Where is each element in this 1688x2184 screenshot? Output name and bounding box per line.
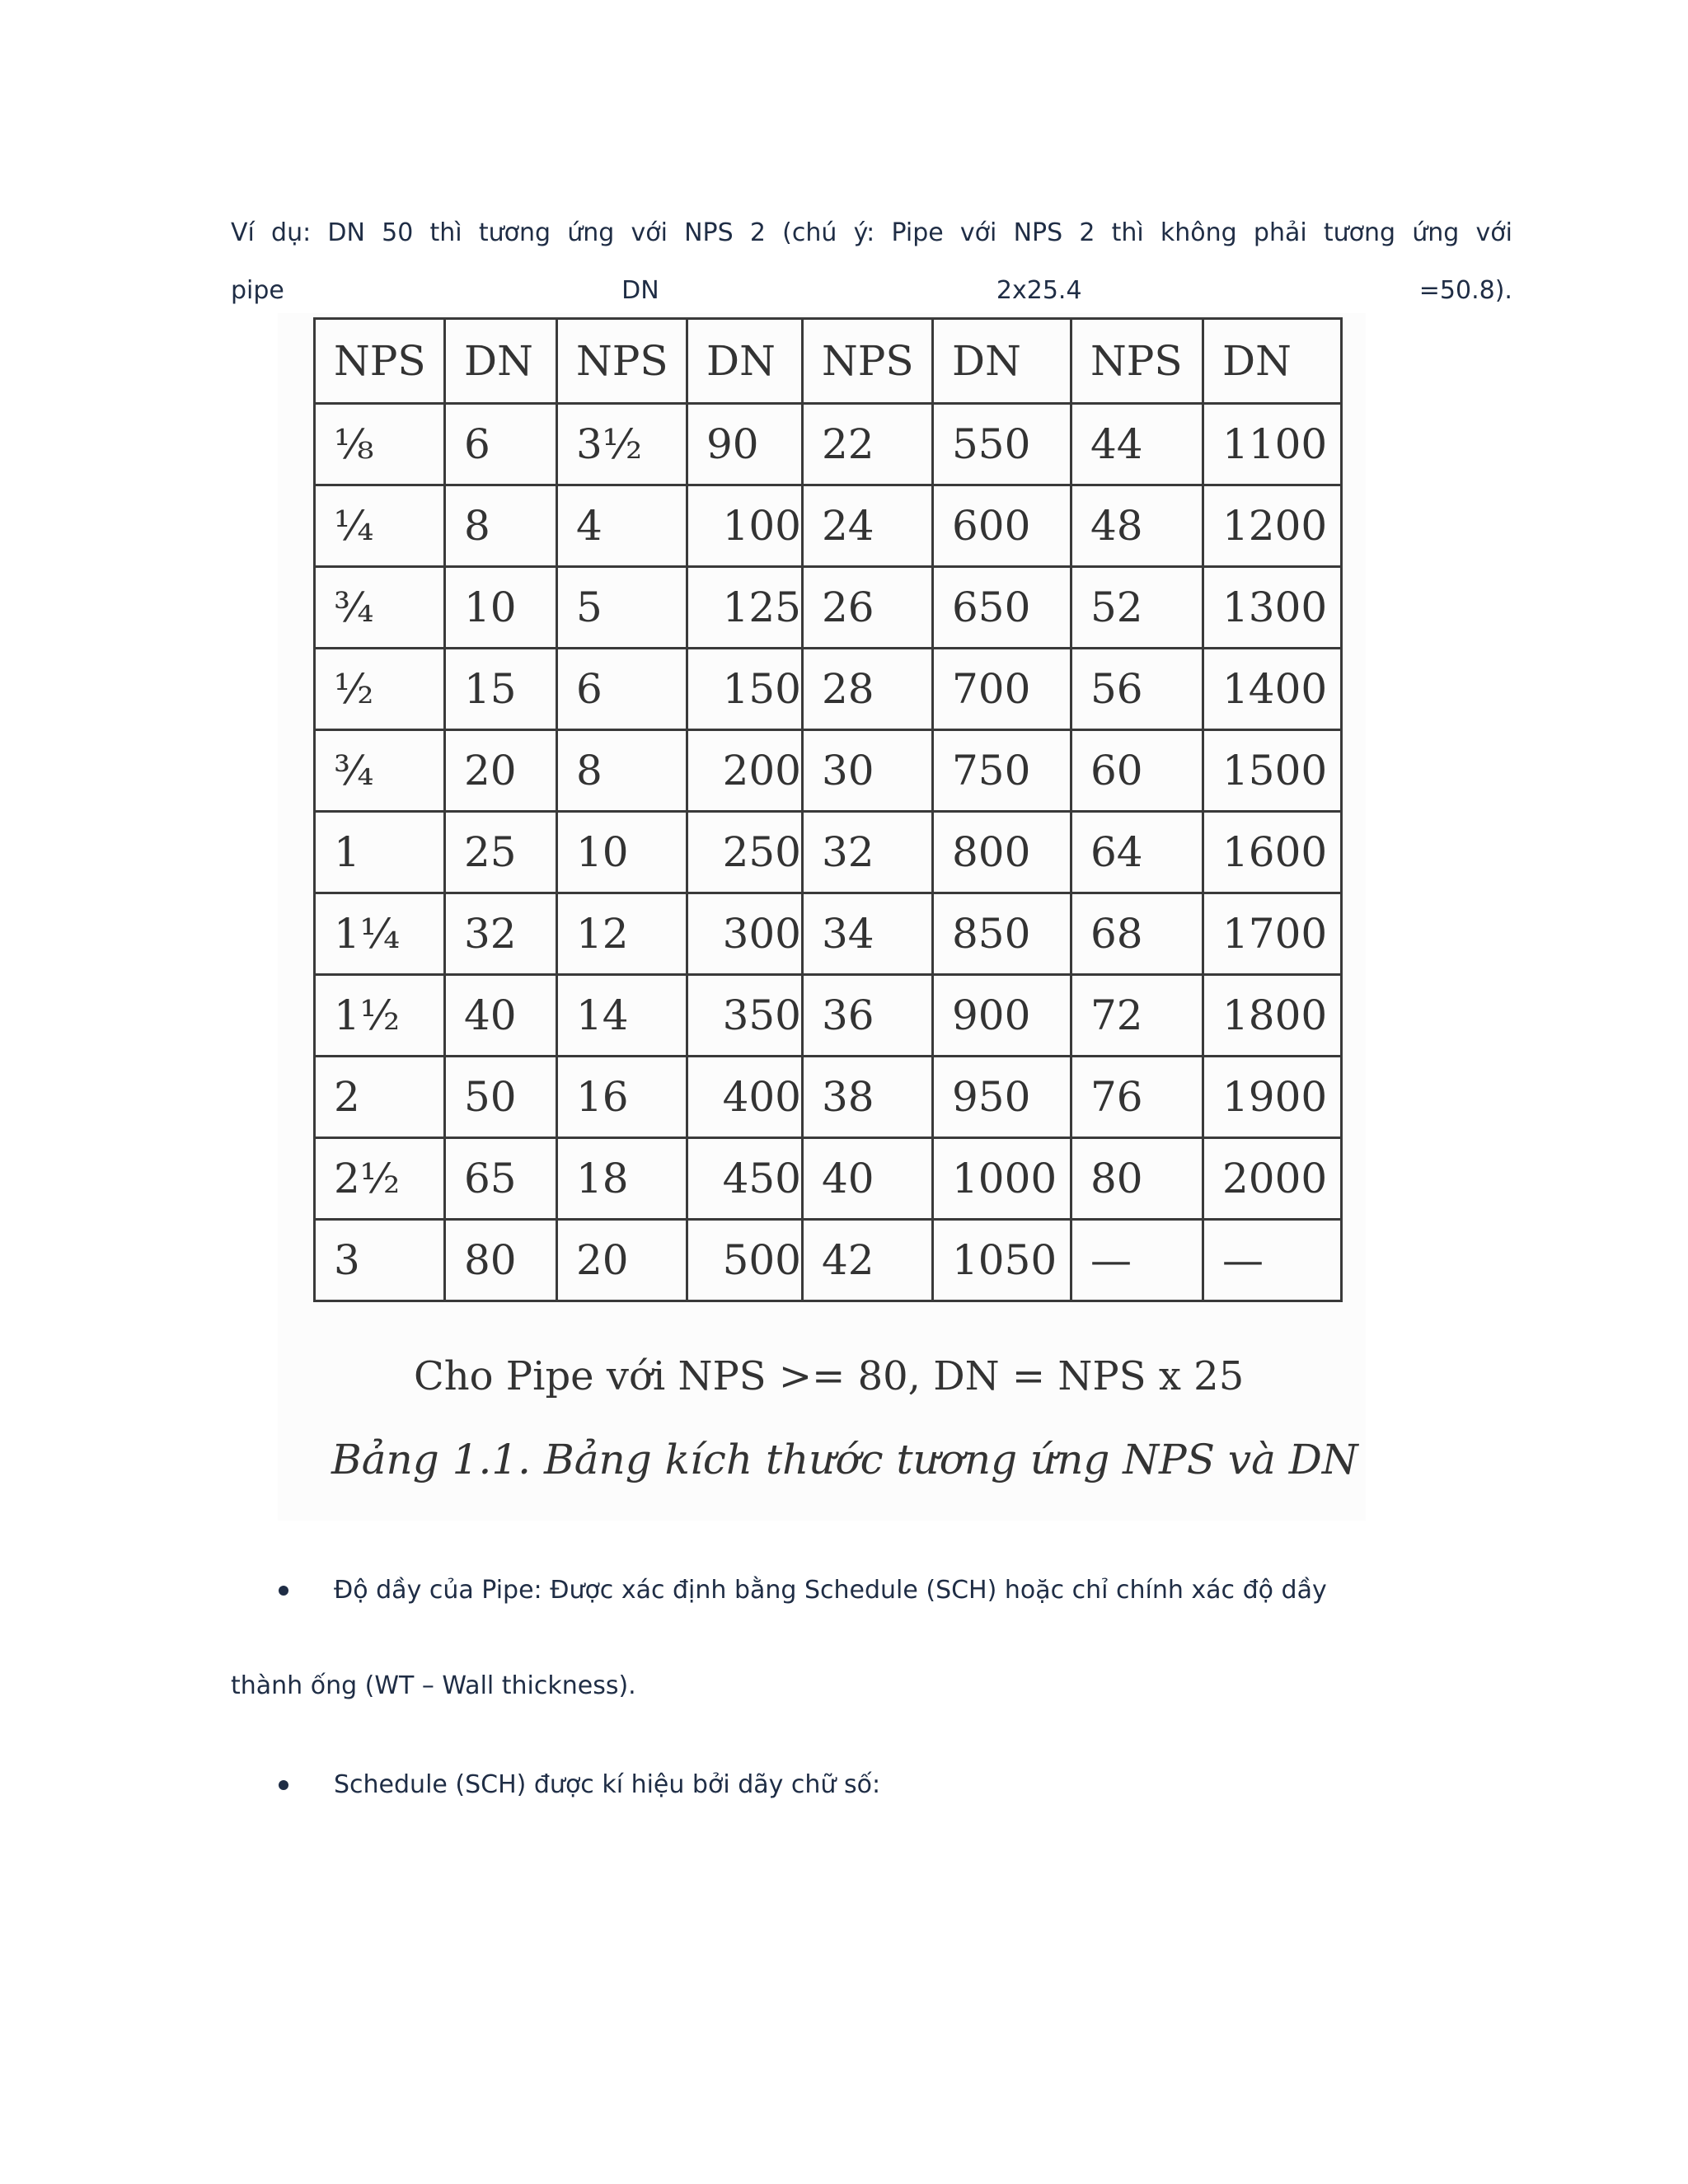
nps-dn-table-image (278, 313, 1366, 1521)
table-cell: 750 (933, 730, 1071, 812)
table-row (315, 485, 1342, 567)
table-cell: 1400 (1203, 649, 1342, 730)
table-cell: 30 (803, 730, 933, 812)
table-cell: 2½ (315, 1138, 445, 1220)
table-row (315, 812, 1342, 893)
table-header-cell: NPS (803, 319, 933, 404)
table-cell: 48 (1071, 485, 1203, 567)
bullet-item-schedule: Schedule (SCH) được kí hiệu bởi dãy chữ số: (334, 1770, 881, 1799)
line1-word: 2 (749, 218, 766, 247)
line1-word: ứng (1412, 218, 1460, 247)
table-header-cell: NPS (315, 319, 445, 404)
table-cell: 14 (557, 975, 687, 1057)
line1-word: thì (429, 218, 462, 247)
table-cell: 80 (445, 1220, 557, 1301)
table-cell: 5 (557, 567, 687, 649)
table-cell: 450 (687, 1138, 803, 1220)
line1-word: không (1160, 218, 1237, 247)
table-cell: 1900 (1203, 1057, 1342, 1138)
table-cell: ½ (315, 649, 445, 730)
table-cell: 50 (445, 1057, 557, 1138)
table-cell: — (1071, 1220, 1203, 1301)
table-cell: 32 (445, 893, 557, 975)
table-cell: 125 (687, 567, 803, 649)
table-cell: 6 (557, 649, 687, 730)
table-cell: 3 (315, 1220, 445, 1301)
table-row (315, 567, 1342, 649)
table-cell: 2000 (1203, 1138, 1342, 1220)
line1-word: dụ: (271, 218, 312, 247)
table-cell: 8 (557, 730, 687, 812)
table-cell: 56 (1071, 649, 1203, 730)
table-cell: — (1203, 1220, 1342, 1301)
table-cell: 1 (315, 812, 445, 893)
table-cell: 22 (803, 404, 933, 485)
table-cell: 500 (687, 1220, 803, 1301)
table-cell: 36 (803, 975, 933, 1057)
table-cell: 38 (803, 1057, 933, 1138)
line1-word: Pipe (891, 218, 944, 247)
table-cell: 200 (687, 730, 803, 812)
table-cell: 34 (803, 893, 933, 975)
line1-word: 50 (382, 218, 414, 247)
table-cell: 40 (803, 1138, 933, 1220)
table-cell: 26 (803, 567, 933, 649)
table-cell: 850 (933, 893, 1071, 975)
table-cell: ¾ (315, 567, 445, 649)
table-cell: 1050 (933, 1220, 1071, 1301)
table-cell: 90 (687, 404, 803, 485)
line1-word: với (1475, 218, 1512, 247)
table-cell: 16 (557, 1057, 687, 1138)
line1-word: thì (1111, 218, 1144, 247)
table-cell: 1200 (1203, 485, 1342, 567)
table-cell: 1700 (1203, 893, 1342, 975)
table-row (315, 1057, 1342, 1138)
table-cell: ⅛ (315, 404, 445, 485)
line1-word: với (959, 218, 997, 247)
bullet-icon (279, 1586, 288, 1596)
table-cell: 900 (933, 975, 1071, 1057)
line2-word: pipe (231, 276, 284, 305)
table-cell: 25 (445, 812, 557, 893)
table-cell: 42 (803, 1220, 933, 1301)
table-cell: 1¼ (315, 893, 445, 975)
table-row (315, 649, 1342, 730)
line2-word: =50.8). (1418, 276, 1512, 305)
line1-word: NPS (1013, 218, 1063, 247)
table-cell: 68 (1071, 893, 1203, 975)
table-row (315, 893, 1342, 975)
line1-word: ứng (567, 218, 615, 247)
table-cell: 1½ (315, 975, 445, 1057)
table-cell: 800 (933, 812, 1071, 893)
table-cell: 4 (557, 485, 687, 567)
table-cell: 700 (933, 649, 1071, 730)
table-header-row (315, 319, 1342, 404)
table-cell: 6 (445, 404, 557, 485)
table-cell: 550 (933, 404, 1071, 485)
table-cell: 12 (557, 893, 687, 975)
table-cell: 1600 (1203, 812, 1342, 893)
table-cell: 100 (687, 485, 803, 567)
table-cell: 350 (687, 975, 803, 1057)
line1-word: DN (327, 218, 365, 247)
table-cell: 40 (445, 975, 557, 1057)
line1-word: Ví (231, 218, 255, 247)
table-header-cell: DN (933, 319, 1071, 404)
line2-word: DN (621, 276, 659, 305)
table-row (315, 1220, 1342, 1301)
table-cell: 1300 (1203, 567, 1342, 649)
table-cell: 950 (933, 1057, 1071, 1138)
table-cell: ¼ (315, 485, 445, 567)
table-cell: 10 (445, 567, 557, 649)
table-cell: 10 (557, 812, 687, 893)
nps-dn-table (313, 317, 1343, 1302)
line1-word: NPS (684, 218, 734, 247)
table-cell: 150 (687, 649, 803, 730)
table-note: Cho Pipe với NPS >= 80, DN = NPS x 25 (414, 1353, 1245, 1399)
line1-word: (chú (782, 218, 837, 247)
line1-word: 2 (1079, 218, 1095, 247)
line1-word: ý: (853, 218, 875, 247)
table-cell: 400 (687, 1057, 803, 1138)
table-cell: 18 (557, 1138, 687, 1220)
table-row (315, 975, 1342, 1057)
table-cell: 52 (1071, 567, 1203, 649)
table-header-cell: NPS (1071, 319, 1203, 404)
paragraph-line-2 (231, 274, 1512, 307)
table-cell: 65 (445, 1138, 557, 1220)
table-cell: 28 (803, 649, 933, 730)
table-cell: 1100 (1203, 404, 1342, 485)
table-cell: 60 (1071, 730, 1203, 812)
table-cell: 15 (445, 649, 557, 730)
table-cell: 44 (1071, 404, 1203, 485)
table-cell: 300 (687, 893, 803, 975)
table-header-cell: DN (687, 319, 803, 404)
table-header-cell: NPS (557, 319, 687, 404)
table-row (315, 1138, 1342, 1220)
table-cell: 20 (557, 1220, 687, 1301)
table-cell: 8 (445, 485, 557, 567)
table-cell: 24 (803, 485, 933, 567)
bullet-item-wall-thickness: Độ dầy của Pipe: Được xác định bằng Schedule (SCH) hoặc chỉ chính xác độ dầy (334, 1576, 1327, 1605)
paragraph-line-1 (231, 217, 1512, 250)
line2-word: 2x25.4 (996, 276, 1082, 305)
table-cell: 1500 (1203, 730, 1342, 812)
table-cell: 1000 (933, 1138, 1071, 1220)
line1-word: tương (478, 218, 551, 247)
line1-word: phải (1253, 218, 1307, 247)
bullet-icon (279, 1780, 288, 1790)
table-cell: 76 (1071, 1057, 1203, 1138)
table-cell: 650 (933, 567, 1071, 649)
table-cell: 20 (445, 730, 557, 812)
table-cell: ¾ (315, 730, 445, 812)
table-cell: 32 (803, 812, 933, 893)
bullet-item-continuation: thành ống (WT – Wall thickness). (231, 1671, 636, 1700)
table-cell: 600 (933, 485, 1071, 567)
table-cell: 1800 (1203, 975, 1342, 1057)
line1-word: với (631, 218, 668, 247)
line1-word: tương (1323, 218, 1396, 247)
table-header-cell: DN (445, 319, 557, 404)
table-caption: Bảng 1.1. Bảng kích thước tương ứng NPS và DN (331, 1436, 1358, 1483)
table-cell: 64 (1071, 812, 1203, 893)
table-cell: 250 (687, 812, 803, 893)
table-cell: 72 (1071, 975, 1203, 1057)
table-cell: 80 (1071, 1138, 1203, 1220)
table-cell: 3½ (557, 404, 687, 485)
table-row (315, 404, 1342, 485)
table-cell: 2 (315, 1057, 445, 1138)
table-header-cell: DN (1203, 319, 1342, 404)
table-row (315, 730, 1342, 812)
